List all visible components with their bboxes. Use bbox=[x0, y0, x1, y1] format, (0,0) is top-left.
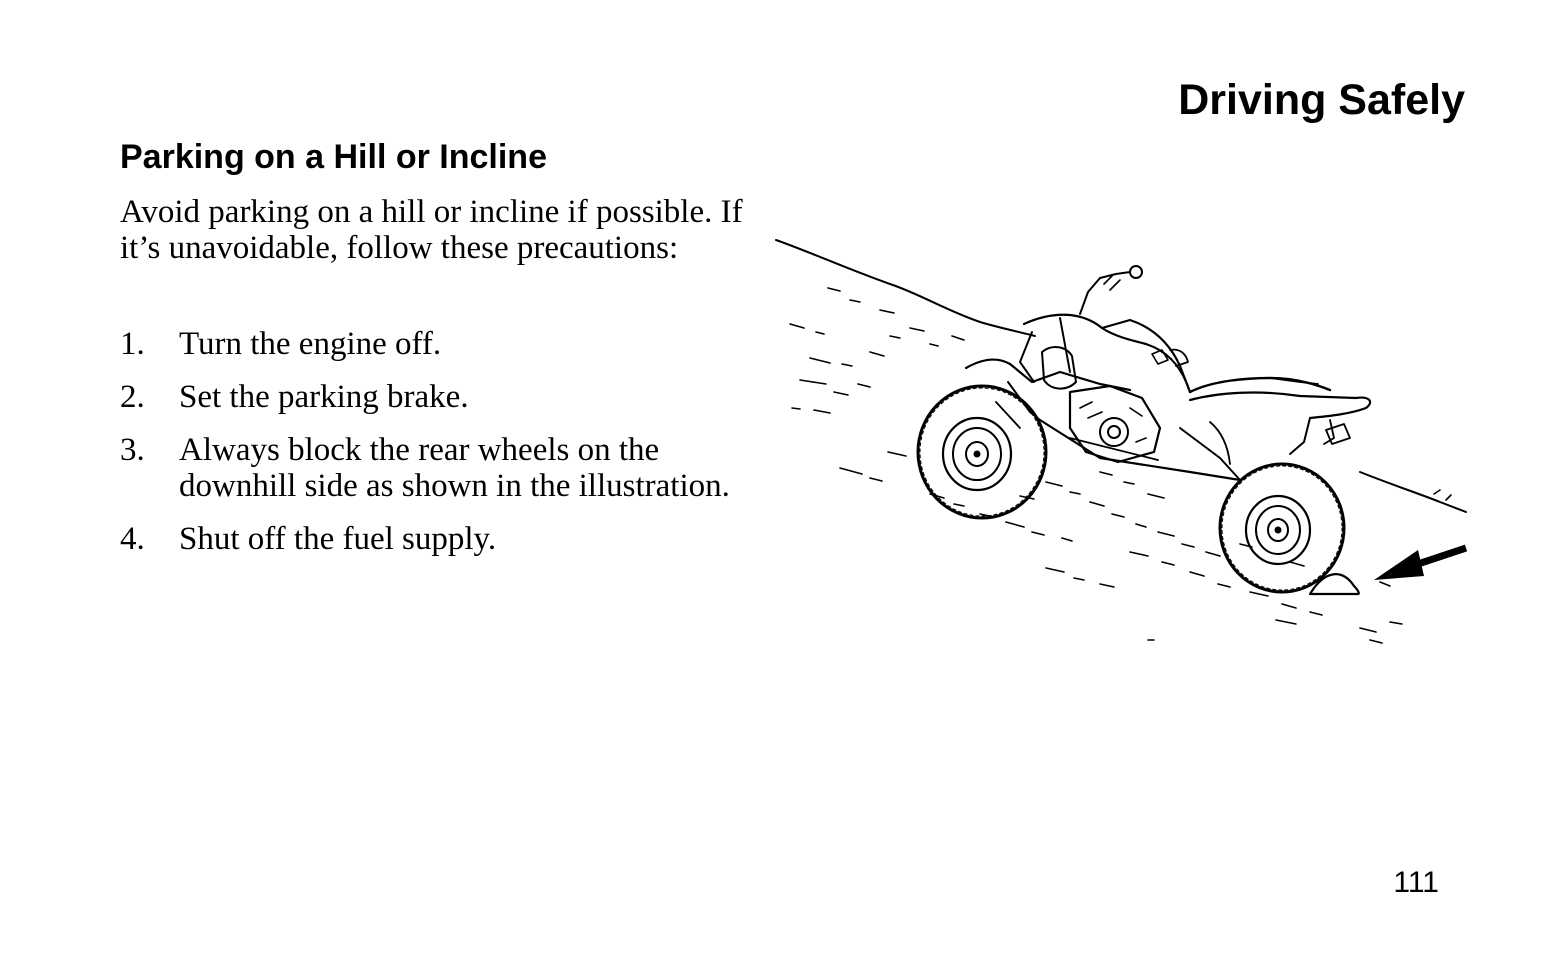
subheading: Parking on a Hill or Incline bbox=[120, 138, 547, 176]
intro-paragraph: Avoid parking on a hill or incline if possible. If it’s unavoidable, follow these precautions: bbox=[120, 194, 743, 266]
list-item-number: 2. bbox=[120, 379, 145, 415]
list-item-number: 4. bbox=[120, 521, 145, 557]
list-item-text: Turn the engine off. bbox=[179, 326, 442, 362]
atv-parked-on-hill-with-wheel-block-illustration bbox=[770, 232, 1470, 652]
section-title: Driving Safely bbox=[1178, 76, 1465, 124]
list-item bbox=[120, 432, 760, 504]
list-item-number: 1. bbox=[120, 326, 145, 362]
list-item-text: Shut off the fuel supply. bbox=[179, 521, 497, 557]
list-item bbox=[120, 521, 760, 557]
pointer-arrow-icon bbox=[1374, 548, 1466, 580]
precautions-list bbox=[120, 326, 760, 574]
list-item bbox=[120, 379, 760, 415]
page-number: 111 bbox=[1393, 866, 1439, 899]
list-item-text: Always block the rear wheels on the downhill side as shown in the illustration. bbox=[179, 432, 730, 504]
list-item-text: Set the parking brake. bbox=[179, 379, 469, 415]
list-item-number: 3. bbox=[120, 432, 145, 468]
list-item bbox=[120, 326, 760, 362]
